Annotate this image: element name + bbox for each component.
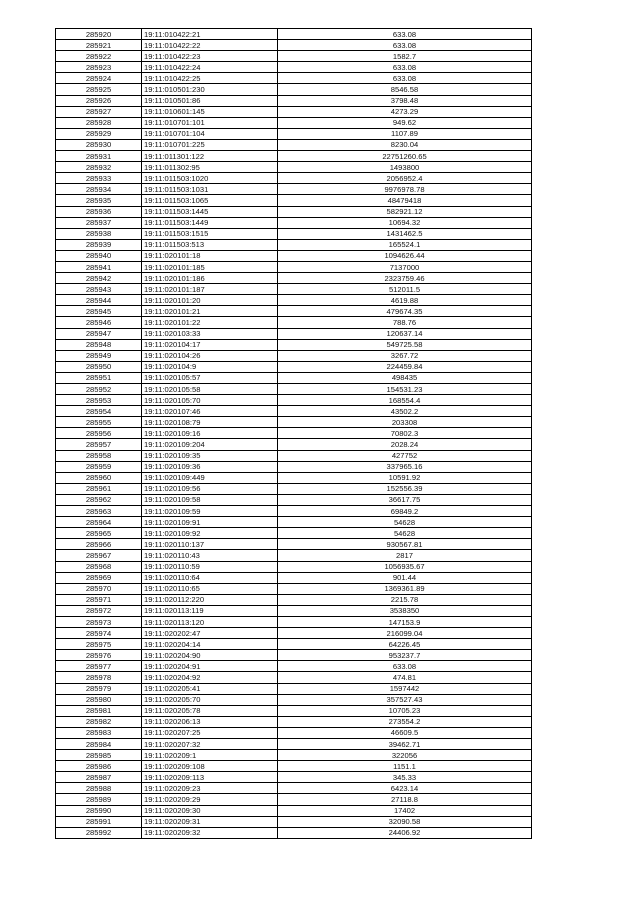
value-cell: 1151.1 [278, 761, 532, 772]
cadastral-number-cell: 19:11:020101:185 [142, 261, 278, 272]
cadastral-number-cell: 19:11:020104:9 [142, 361, 278, 372]
value-cell: 4619.88 [278, 295, 532, 306]
row-number-cell: 285960 [56, 472, 142, 483]
value-cell: 69849.2 [278, 506, 532, 517]
row-number-cell: 285938 [56, 228, 142, 239]
value-cell: 10694.32 [278, 217, 532, 228]
value-cell: 154531.23 [278, 384, 532, 395]
row-number-cell: 285991 [56, 816, 142, 827]
cadastral-number-cell: 19:11:020110:64 [142, 572, 278, 583]
row-number-cell: 285981 [56, 705, 142, 716]
cadastral-number-cell: 19:11:020209:113 [142, 772, 278, 783]
row-number-cell: 285926 [56, 95, 142, 106]
cadastral-number-cell: 19:11:020110:43 [142, 550, 278, 561]
row-number-cell: 285950 [56, 361, 142, 372]
row-number-cell: 285951 [56, 372, 142, 383]
cadastral-number-cell: 19:11:020209:23 [142, 783, 278, 794]
cadastral-number-cell: 19:11:010501:86 [142, 95, 278, 106]
table-row [56, 417, 532, 428]
value-cell: 152556.39 [278, 483, 532, 494]
table-row [56, 250, 532, 261]
table-row [56, 273, 532, 284]
row-number-cell: 285986 [56, 761, 142, 772]
table-row [56, 639, 532, 650]
cadastral-number-cell: 19:11:020204:91 [142, 661, 278, 672]
value-cell: 3267.72 [278, 350, 532, 361]
table-row [56, 705, 532, 716]
value-cell: 345.33 [278, 772, 532, 783]
row-number-cell: 285941 [56, 261, 142, 272]
table-row [56, 694, 532, 705]
cadastral-number-cell: 19:11:011302:95 [142, 162, 278, 173]
row-number-cell: 285921 [56, 40, 142, 51]
value-cell: 48479418 [278, 195, 532, 206]
value-cell: 2215.78 [278, 594, 532, 605]
value-cell: 1493800 [278, 162, 532, 173]
table-row [56, 239, 532, 250]
value-cell: 1597442 [278, 683, 532, 694]
table-row [56, 506, 532, 517]
table-row [56, 228, 532, 239]
value-cell: 901.44 [278, 572, 532, 583]
value-cell: 36617.75 [278, 494, 532, 505]
row-number-cell: 285958 [56, 450, 142, 461]
cadastral-number-cell: 19:11:020209:1 [142, 750, 278, 761]
row-number-cell: 285961 [56, 483, 142, 494]
row-number-cell: 285925 [56, 84, 142, 95]
table-row [56, 650, 532, 661]
value-cell: 322056 [278, 750, 532, 761]
table-row [56, 472, 532, 483]
cadastral-number-cell: 19:11:020209:32 [142, 827, 278, 838]
table-row [56, 128, 532, 139]
value-cell: 3538350 [278, 605, 532, 616]
cadastral-number-cell: 19:11:020101:187 [142, 284, 278, 295]
cadastral-number-cell: 19:11:020109:58 [142, 494, 278, 505]
cadastral-number-cell: 19:11:020110:65 [142, 583, 278, 594]
cadastral-number-cell: 19:11:020209:31 [142, 816, 278, 827]
table-row [56, 106, 532, 117]
row-number-cell: 285948 [56, 339, 142, 350]
value-cell: 168554.4 [278, 395, 532, 406]
cadastral-number-cell: 19:11:020101:186 [142, 273, 278, 284]
row-number-cell: 285954 [56, 406, 142, 417]
value-cell: 54628 [278, 528, 532, 539]
value-cell: 2028.24 [278, 439, 532, 450]
value-cell: 788.76 [278, 317, 532, 328]
row-number-cell: 285974 [56, 628, 142, 639]
row-number-cell: 285935 [56, 195, 142, 206]
row-number-cell: 285922 [56, 51, 142, 62]
row-number-cell: 285934 [56, 184, 142, 195]
row-number-cell: 285923 [56, 62, 142, 73]
cadastral-number-cell: 19:11:020202:47 [142, 628, 278, 639]
value-cell: 70802.3 [278, 428, 532, 439]
table-row [56, 761, 532, 772]
value-cell: 32090.58 [278, 816, 532, 827]
row-number-cell: 285947 [56, 328, 142, 339]
table-row [56, 339, 532, 350]
table-row [56, 206, 532, 217]
row-number-cell: 285932 [56, 162, 142, 173]
row-number-cell: 285976 [56, 650, 142, 661]
value-cell: 27118.8 [278, 794, 532, 805]
row-number-cell: 285988 [56, 783, 142, 794]
table-row [56, 384, 532, 395]
cadastral-number-cell: 19:11:020105:57 [142, 372, 278, 383]
cadastral-number-cell: 19:11:020209:108 [142, 761, 278, 772]
value-cell: 165524.1 [278, 239, 532, 250]
value-cell: 1107.89 [278, 128, 532, 139]
row-number-cell: 285985 [56, 750, 142, 761]
value-cell: 479674.35 [278, 306, 532, 317]
cadastral-number-cell: 19:11:020112:220 [142, 594, 278, 605]
table-body [56, 29, 532, 839]
row-number-cell: 285989 [56, 794, 142, 805]
row-number-cell: 285962 [56, 494, 142, 505]
value-cell: 337965.16 [278, 461, 532, 472]
value-cell: 147153.9 [278, 616, 532, 627]
cadastral-number-cell: 19:11:010601:145 [142, 106, 278, 117]
row-number-cell: 285959 [56, 461, 142, 472]
table-row [56, 572, 532, 583]
table-row [56, 328, 532, 339]
table-row [56, 51, 532, 62]
row-number-cell: 285929 [56, 128, 142, 139]
table-row [56, 117, 532, 128]
value-cell: 1369361.89 [278, 583, 532, 594]
value-cell: 4273.29 [278, 106, 532, 117]
row-number-cell: 285933 [56, 173, 142, 184]
cadastral-number-cell: 19:11:011503:1515 [142, 228, 278, 239]
row-number-cell: 285978 [56, 672, 142, 683]
row-number-cell: 285987 [56, 772, 142, 783]
row-number-cell: 285949 [56, 350, 142, 361]
value-cell: 357527.43 [278, 694, 532, 705]
table-row [56, 195, 532, 206]
value-cell: 120637.14 [278, 328, 532, 339]
cadastral-number-cell: 19:11:020109:204 [142, 439, 278, 450]
cadastral-number-cell: 19:11:010701:225 [142, 139, 278, 150]
table-row [56, 395, 532, 406]
cadastral-number-cell: 19:11:020204:14 [142, 639, 278, 650]
table-row [56, 561, 532, 572]
table-row [56, 616, 532, 627]
table-row [56, 450, 532, 461]
table-row [56, 528, 532, 539]
table-row [56, 827, 532, 838]
table-row [56, 306, 532, 317]
value-cell: 3798.48 [278, 95, 532, 106]
cadastral-number-cell: 19:11:020113:119 [142, 605, 278, 616]
table-row [56, 483, 532, 494]
value-cell: 64226.45 [278, 639, 532, 650]
row-number-cell: 285956 [56, 428, 142, 439]
cadastral-number-cell: 19:11:020207:25 [142, 727, 278, 738]
row-number-cell: 285936 [56, 206, 142, 217]
row-number-cell: 285924 [56, 73, 142, 84]
value-cell: 216099.04 [278, 628, 532, 639]
row-number-cell: 285964 [56, 517, 142, 528]
row-number-cell: 285953 [56, 395, 142, 406]
table-row [56, 683, 532, 694]
value-cell: 512011.5 [278, 284, 532, 295]
row-number-cell: 285983 [56, 727, 142, 738]
row-number-cell: 285963 [56, 506, 142, 517]
value-cell: 474.81 [278, 672, 532, 683]
row-number-cell: 285979 [56, 683, 142, 694]
cadastral-number-cell: 19:11:020105:70 [142, 395, 278, 406]
row-number-cell: 285973 [56, 616, 142, 627]
table-row [56, 261, 532, 272]
table-row [56, 428, 532, 439]
value-cell: 930567.81 [278, 539, 532, 550]
table-row [56, 284, 532, 295]
cadastral-number-cell: 19:11:010701:104 [142, 128, 278, 139]
value-cell: 582921.12 [278, 206, 532, 217]
row-number-cell: 285980 [56, 694, 142, 705]
row-number-cell: 285977 [56, 661, 142, 672]
table-row [56, 151, 532, 162]
value-cell: 273554.2 [278, 716, 532, 727]
cadastral-number-cell: 19:11:011503:1031 [142, 184, 278, 195]
value-cell: 10591.92 [278, 472, 532, 483]
value-cell: 8546.58 [278, 84, 532, 95]
row-number-cell: 285942 [56, 273, 142, 284]
cadastral-number-cell: 19:11:020205:41 [142, 683, 278, 694]
value-cell: 633.08 [278, 40, 532, 51]
table-row [56, 605, 532, 616]
row-number-cell: 285969 [56, 572, 142, 583]
table-row [56, 772, 532, 783]
cadastral-number-cell: 19:11:020109:36 [142, 461, 278, 472]
table-row [56, 361, 532, 372]
cadastral-number-cell: 19:11:020104:17 [142, 339, 278, 350]
cadastral-number-cell: 19:11:020103:33 [142, 328, 278, 339]
cadastral-number-cell: 19:11:020101:21 [142, 306, 278, 317]
value-cell: 633.08 [278, 29, 532, 40]
table-row [56, 750, 532, 761]
row-number-cell: 285940 [56, 250, 142, 261]
row-number-cell: 285984 [56, 739, 142, 750]
row-number-cell: 285970 [56, 583, 142, 594]
value-cell: 2056952.4 [278, 173, 532, 184]
value-cell: 427752 [278, 450, 532, 461]
table-row [56, 29, 532, 40]
cadastral-number-cell: 19:11:020209:29 [142, 794, 278, 805]
table-row [56, 406, 532, 417]
row-number-cell: 285966 [56, 539, 142, 550]
cadastral-number-cell: 19:11:020207:32 [142, 739, 278, 750]
cadastral-number-cell: 19:11:010422:25 [142, 73, 278, 84]
table-row [56, 594, 532, 605]
table-row [56, 494, 532, 505]
cadastral-number-cell: 19:11:020206:13 [142, 716, 278, 727]
cadastral-number-cell: 19:11:011503:513 [142, 239, 278, 250]
row-number-cell: 285968 [56, 561, 142, 572]
row-number-cell: 285920 [56, 29, 142, 40]
cadastral-value-table [55, 28, 532, 839]
cadastral-number-cell: 19:11:010422:21 [142, 29, 278, 40]
table-row [56, 672, 532, 683]
table-row [56, 439, 532, 450]
cadastral-number-cell: 19:11:011503:1020 [142, 173, 278, 184]
table-row [56, 517, 532, 528]
value-cell: 2323759.46 [278, 273, 532, 284]
row-number-cell: 285982 [56, 716, 142, 727]
table-row [56, 539, 532, 550]
value-cell: 1431462.5 [278, 228, 532, 239]
cadastral-number-cell: 19:11:020107:46 [142, 406, 278, 417]
row-number-cell: 285992 [56, 827, 142, 838]
row-number-cell: 285957 [56, 439, 142, 450]
cadastral-number-cell: 19:11:020204:90 [142, 650, 278, 661]
table-row [56, 95, 532, 106]
table-row [56, 62, 532, 73]
value-cell: 10705.23 [278, 705, 532, 716]
table-row [56, 184, 532, 195]
value-cell: 8230.04 [278, 139, 532, 150]
table-row [56, 317, 532, 328]
table-row [56, 550, 532, 561]
row-number-cell: 285944 [56, 295, 142, 306]
cadastral-number-cell: 19:11:010422:24 [142, 62, 278, 73]
row-number-cell: 285967 [56, 550, 142, 561]
row-number-cell: 285930 [56, 139, 142, 150]
value-cell: 633.08 [278, 62, 532, 73]
cadastral-number-cell: 19:11:020209:30 [142, 805, 278, 816]
value-cell: 633.08 [278, 661, 532, 672]
value-cell: 46609.5 [278, 727, 532, 738]
table-row [56, 350, 532, 361]
table-row [56, 73, 532, 84]
value-cell: 224459.84 [278, 361, 532, 372]
row-number-cell: 285975 [56, 639, 142, 650]
cadastral-number-cell: 19:11:010701:101 [142, 117, 278, 128]
row-number-cell: 285990 [56, 805, 142, 816]
row-number-cell: 285927 [56, 106, 142, 117]
cadastral-number-cell: 19:11:020109:56 [142, 483, 278, 494]
cadastral-number-cell: 19:11:020105:58 [142, 384, 278, 395]
value-cell: 953237.7 [278, 650, 532, 661]
row-number-cell: 285952 [56, 384, 142, 395]
table-row [56, 783, 532, 794]
row-number-cell: 285946 [56, 317, 142, 328]
row-number-cell: 285972 [56, 605, 142, 616]
table-row [56, 139, 532, 150]
table-row [56, 84, 532, 95]
value-cell: 7137000 [278, 261, 532, 272]
value-cell: 1094626.44 [278, 250, 532, 261]
value-cell: 39462.71 [278, 739, 532, 750]
cadastral-number-cell: 19:11:020204:92 [142, 672, 278, 683]
row-number-cell: 285945 [56, 306, 142, 317]
cadastral-number-cell: 19:11:020109:92 [142, 528, 278, 539]
value-cell: 949.62 [278, 117, 532, 128]
value-cell: 24406.92 [278, 827, 532, 838]
cadastral-number-cell: 19:11:020113:120 [142, 616, 278, 627]
table-row [56, 40, 532, 51]
table-row [56, 727, 532, 738]
table-row [56, 295, 532, 306]
value-cell: 1056935.67 [278, 561, 532, 572]
value-cell: 203308 [278, 417, 532, 428]
cadastral-number-cell: 19:11:011301:122 [142, 151, 278, 162]
cadastral-number-cell: 19:11:020109:91 [142, 517, 278, 528]
cadastral-number-cell: 19:11:020110:137 [142, 539, 278, 550]
table-row [56, 628, 532, 639]
cadastral-number-cell: 19:11:010422:22 [142, 40, 278, 51]
table-row [56, 217, 532, 228]
table-row [56, 794, 532, 805]
cadastral-number-cell: 19:11:010501:230 [142, 84, 278, 95]
row-number-cell: 285928 [56, 117, 142, 128]
cadastral-number-cell: 19:11:020101:20 [142, 295, 278, 306]
row-number-cell: 285939 [56, 239, 142, 250]
value-cell: 2817 [278, 550, 532, 561]
value-cell: 1582.7 [278, 51, 532, 62]
value-cell: 633.08 [278, 73, 532, 84]
cadastral-number-cell: 19:11:020110:59 [142, 561, 278, 572]
table-row [56, 461, 532, 472]
value-cell: 498435 [278, 372, 532, 383]
table-row [56, 173, 532, 184]
value-cell: 22751260.65 [278, 151, 532, 162]
table-row [56, 716, 532, 727]
value-cell: 54628 [278, 517, 532, 528]
cadastral-number-cell: 19:11:020108:79 [142, 417, 278, 428]
row-number-cell: 285971 [56, 594, 142, 605]
cadastral-number-cell: 19:11:020205:78 [142, 705, 278, 716]
row-number-cell: 285937 [56, 217, 142, 228]
row-number-cell: 285955 [56, 417, 142, 428]
table-row [56, 661, 532, 672]
cadastral-number-cell: 19:11:020109:35 [142, 450, 278, 461]
table-row [56, 739, 532, 750]
value-cell: 6423.14 [278, 783, 532, 794]
row-number-cell: 285965 [56, 528, 142, 539]
value-cell: 43502.2 [278, 406, 532, 417]
value-cell: 549725.58 [278, 339, 532, 350]
cadastral-number-cell: 19:11:020205:70 [142, 694, 278, 705]
cadastral-number-cell: 19:11:010422:23 [142, 51, 278, 62]
table-row [56, 162, 532, 173]
cadastral-number-cell: 19:11:020101:22 [142, 317, 278, 328]
cadastral-number-cell: 19:11:020104:26 [142, 350, 278, 361]
table-row [56, 372, 532, 383]
cadastral-number-cell: 19:11:020109:59 [142, 506, 278, 517]
value-cell: 9976978.78 [278, 184, 532, 195]
cadastral-number-cell: 19:11:011503:1449 [142, 217, 278, 228]
cadastral-number-cell: 19:11:011503:1445 [142, 206, 278, 217]
table-row [56, 816, 532, 827]
cadastral-number-cell: 19:11:011503:1065 [142, 195, 278, 206]
cadastral-number-cell: 19:11:020109:16 [142, 428, 278, 439]
row-number-cell: 285931 [56, 151, 142, 162]
value-cell: 17402 [278, 805, 532, 816]
cadastral-number-cell: 19:11:020101:18 [142, 250, 278, 261]
cadastral-number-cell: 19:11:020109:449 [142, 472, 278, 483]
table-row [56, 805, 532, 816]
table-row [56, 583, 532, 594]
row-number-cell: 285943 [56, 284, 142, 295]
